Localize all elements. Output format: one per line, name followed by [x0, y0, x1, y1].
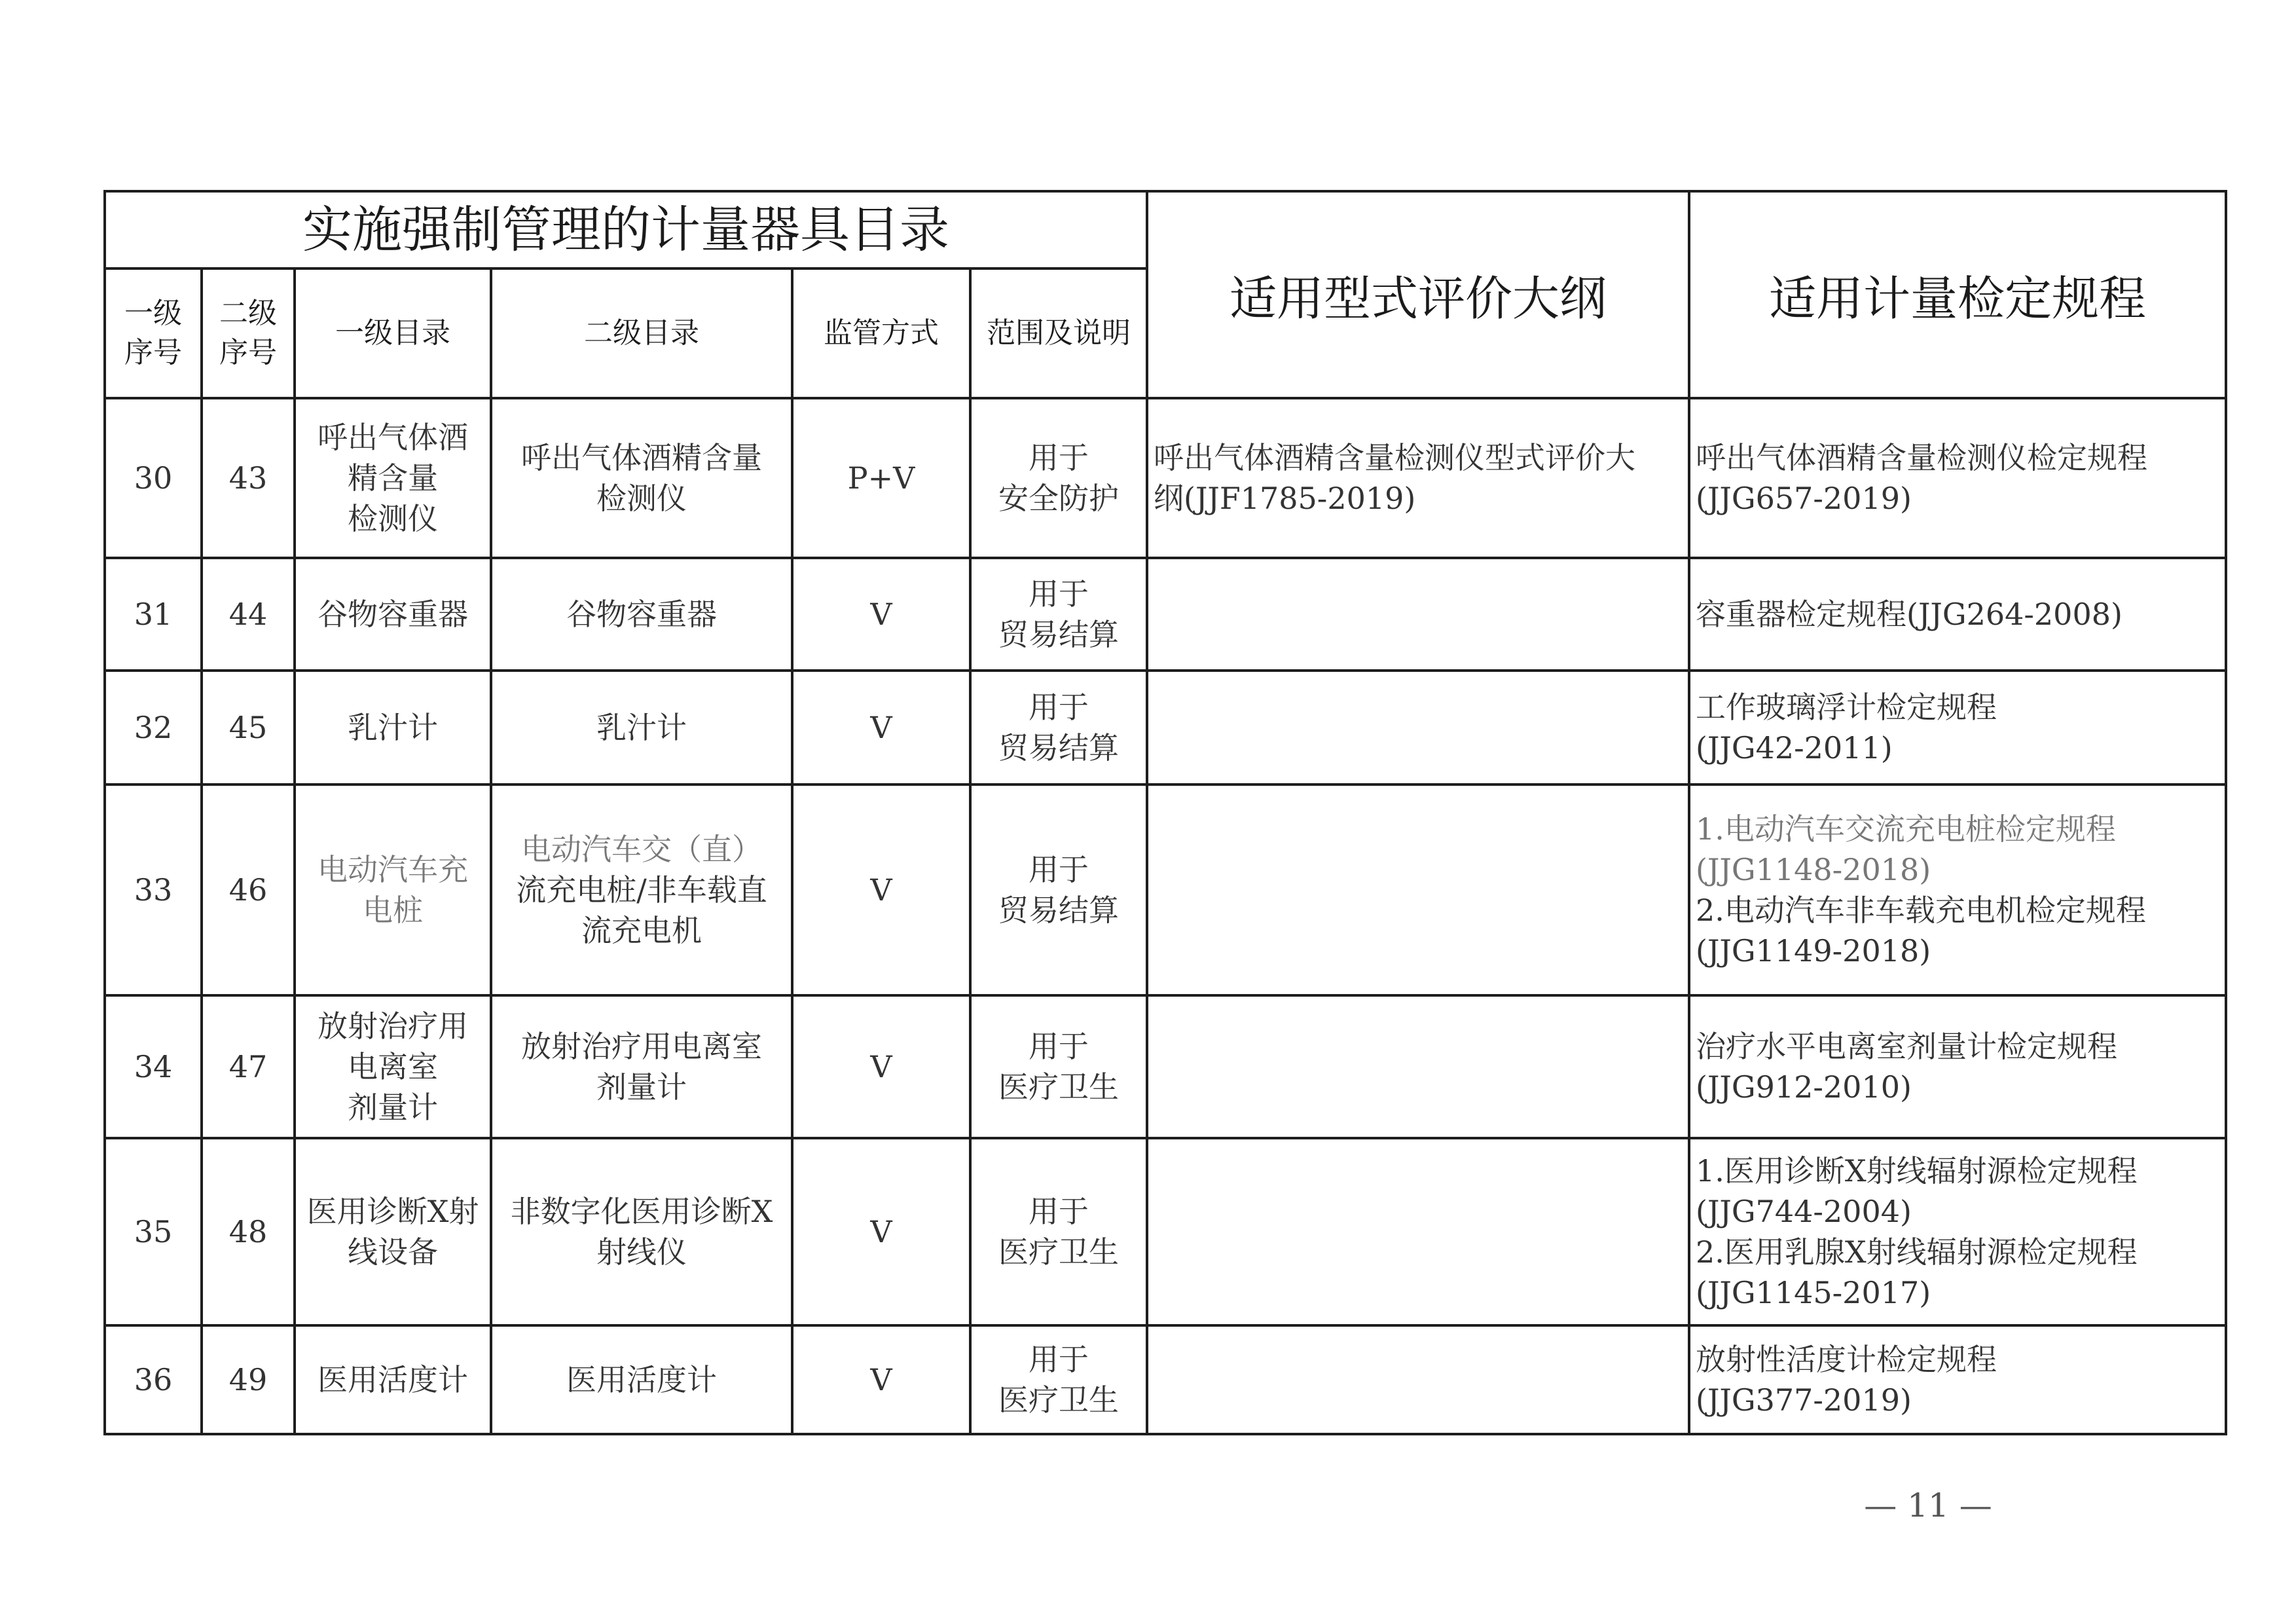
page-number: — 11 — [1864, 1486, 1992, 1524]
cell-line: 电桩 [363, 893, 423, 928]
cell-line: 电动汽车充 [318, 852, 468, 887]
cell-line: (JJG744-2004) [1696, 1194, 1912, 1229]
cell-line: 放射治疗用 [318, 1008, 468, 1044]
cell-line: 用于 [1029, 1342, 1089, 1377]
level2-category-cell [491, 995, 792, 1138]
level2-category-cell [491, 1138, 792, 1325]
cell-line: 呼出气体酒精含量 [521, 440, 762, 475]
cell-line: 呼出气体酒 [318, 420, 468, 455]
col-level2-no [202, 268, 295, 398]
col-level1-no-line: 一级 [124, 297, 182, 330]
type-eval-cell [1147, 1138, 1689, 1325]
cell-line: 检测仪 [348, 501, 438, 536]
cell-line: 2.医用乳腺X射线辐射源检定规程 [1696, 1234, 2138, 1270]
type-eval-header: 适用型式评价大纲 [1147, 191, 1689, 398]
verification-cell [1689, 784, 2226, 995]
cell-line: 贸易结算 [998, 730, 1119, 766]
cell-line: 呼出气体酒精含量检测仪型式评价大 [1154, 440, 1635, 475]
cell-line: (JJG1145-2017) [1696, 1275, 1931, 1310]
cell-line: 医疗卫生 [998, 1234, 1119, 1270]
cell-line: 医用活度计 [318, 1362, 468, 1397]
col-level1-no-line: 序号 [124, 336, 182, 369]
cell-line: 医用活度计 [566, 1362, 717, 1397]
type-eval-cell [1147, 398, 1689, 558]
col-level2-category: 二级目录 [491, 268, 792, 398]
cell-line: 流充电机 [581, 913, 702, 948]
verification-cell [1689, 671, 2226, 784]
col-scope: 范围及说明 [970, 268, 1147, 398]
cell-line: 医用诊断X射 [306, 1194, 479, 1229]
scope-cell [970, 558, 1147, 671]
level1-no-cell: 36 [105, 1325, 202, 1434]
level1-no-cell: 35 [105, 1138, 202, 1325]
level1-no-cell: 32 [105, 671, 202, 784]
verification-cell [1689, 558, 2226, 671]
level1-no-cell: 34 [105, 995, 202, 1138]
cell-line: 用于 [1029, 440, 1089, 475]
verification-cell [1689, 1138, 2226, 1325]
cell-line: 医疗卫生 [998, 1069, 1119, 1105]
level2-category-cell [491, 558, 792, 671]
level1-category-cell [295, 1138, 491, 1325]
type-eval-cell [1147, 671, 1689, 784]
cell-line: 贸易结算 [998, 617, 1119, 652]
cell-line: 治疗水平电离室剂量计检定规程 [1696, 1029, 2117, 1064]
cell-line: 线设备 [348, 1234, 438, 1270]
cell-line: 剂量计 [348, 1090, 438, 1125]
verification-cell [1689, 398, 2226, 558]
level2-no-cell: 49 [202, 1325, 295, 1434]
table-title: 实施强制管理的计量器具目录 [105, 191, 1147, 268]
level1-category-cell [295, 398, 491, 558]
level1-no-cell: 30 [105, 398, 202, 558]
cell-line: (JJG1149-2018) [1696, 933, 1931, 969]
cell-line: 纲(JJF1785-2019) [1154, 481, 1416, 516]
col-level2-no-line: 序号 [219, 336, 277, 369]
cell-line: 剂量计 [596, 1069, 687, 1105]
table-row [105, 671, 2226, 784]
verification-cell [1689, 1325, 2226, 1434]
cell-line: 放射性活度计检定规程 [1696, 1342, 1997, 1377]
type-eval-cell [1147, 784, 1689, 995]
col-level1-no [105, 268, 202, 398]
scope-cell [970, 995, 1147, 1138]
level2-category-cell [491, 398, 792, 558]
col-supervision: 监管方式 [792, 268, 970, 398]
cell-line: 医疗卫生 [998, 1382, 1119, 1418]
cell-line: 2.电动汽车非车载充电机检定规程 [1696, 893, 2146, 928]
table-row [105, 398, 2226, 558]
level2-no-cell: 44 [202, 558, 295, 671]
supervision-cell: V [792, 995, 970, 1138]
scope-cell [970, 398, 1147, 558]
level2-no-cell: 45 [202, 671, 295, 784]
cell-line: 谷物容重器 [318, 597, 468, 632]
cell-line: 呼出气体酒精含量检测仪检定规程 [1696, 440, 2147, 475]
level2-no-cell: 43 [202, 398, 295, 558]
cell-line: 用于 [1029, 1029, 1089, 1064]
cell-line: 流充电桩/非车载直 [516, 872, 767, 908]
table-row [105, 558, 2226, 671]
table-row [105, 995, 2226, 1138]
cell-line: 用于 [1029, 576, 1089, 612]
type-eval-cell [1147, 558, 1689, 671]
level1-category-cell [295, 558, 491, 671]
supervision-cell: V [792, 1138, 970, 1325]
level1-no-cell: 31 [105, 558, 202, 671]
level1-category-cell [295, 995, 491, 1138]
cell-line: 射线仪 [596, 1234, 687, 1270]
level1-category-cell [295, 1325, 491, 1434]
level2-category-cell [491, 671, 792, 784]
level2-no-cell: 48 [202, 1138, 295, 1325]
cell-line: 电动汽车交（直） [521, 832, 762, 867]
table-row [105, 1325, 2226, 1434]
col-level1-category: 一级目录 [295, 268, 491, 398]
level2-no-cell: 47 [202, 995, 295, 1138]
cell-line: 用于 [1029, 690, 1089, 725]
cell-line: (JJG657-2019) [1696, 481, 1912, 516]
scope-cell [970, 784, 1147, 995]
cell-line: 用于 [1029, 852, 1089, 887]
supervision-cell: V [792, 671, 970, 784]
type-eval-cell [1147, 995, 1689, 1138]
cell-line: 贸易结算 [998, 893, 1119, 928]
level1-no-cell: 33 [105, 784, 202, 995]
supervision-cell: P+V [792, 398, 970, 558]
cell-line: 检测仪 [596, 481, 687, 516]
cell-line: 用于 [1029, 1194, 1089, 1229]
level1-category-cell [295, 784, 491, 995]
cell-line: 安全防护 [998, 481, 1119, 516]
cell-line: (JJG42-2011) [1696, 730, 1893, 766]
cell-line: 容重器检定规程(JJG264-2008) [1696, 597, 2123, 632]
supervision-cell: V [792, 1325, 970, 1434]
scope-cell [970, 671, 1147, 784]
cell-line: 电离室 [348, 1049, 438, 1084]
level2-no-cell: 46 [202, 784, 295, 995]
scope-cell [970, 1138, 1147, 1325]
supervision-cell: V [792, 558, 970, 671]
level1-category-cell [295, 671, 491, 784]
cell-line: 非数字化医用诊断X [510, 1194, 773, 1229]
level2-category-cell [491, 784, 792, 995]
level2-category-cell [491, 1325, 792, 1434]
table-row [105, 1138, 2226, 1325]
table-row [105, 784, 2226, 995]
cell-line: 乳汁计 [596, 710, 687, 745]
col-level2-no-line: 二级 [219, 297, 277, 330]
cell-line: 放射治疗用电离室 [521, 1029, 762, 1064]
cell-line: 谷物容重器 [566, 597, 717, 632]
cell-line: (JJG377-2019) [1696, 1382, 1912, 1418]
scope-cell [970, 1325, 1147, 1434]
supervision-cell: V [792, 784, 970, 995]
type-eval-cell [1147, 1325, 1689, 1434]
catalog-table [103, 190, 2227, 1435]
cell-line: (JJG1148-2018) [1696, 852, 1931, 887]
cell-line: 精含量 [348, 460, 438, 496]
cell-line: (JJG912-2010) [1696, 1069, 1912, 1105]
cell-line: 1.电动汽车交流充电桩检定规程 [1696, 811, 2116, 847]
cell-line: 乳汁计 [348, 710, 438, 745]
cell-line: 1.医用诊断X射线辐射源检定规程 [1696, 1153, 2138, 1189]
verification-cell [1689, 995, 2226, 1138]
verification-header: 适用计量检定规程 [1689, 191, 2226, 398]
cell-line: 工作玻璃浮计检定规程 [1696, 690, 1997, 725]
